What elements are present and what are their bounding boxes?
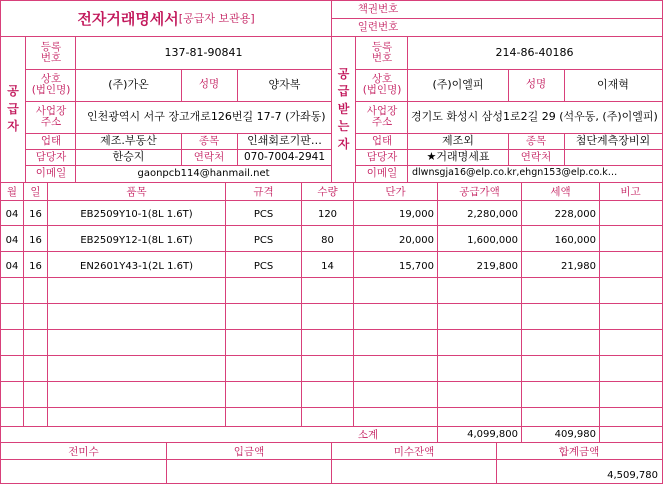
grid-line — [407, 36, 408, 182]
unpaid-label: 미수잔액 — [393, 445, 435, 458]
buyer-biz-type: 제조외 — [442, 134, 474, 148]
grid-line — [237, 133, 238, 165]
row-0-day: 16 — [29, 208, 42, 220]
row-0-tax: 228,000 — [554, 208, 596, 220]
grid-line — [0, 381, 663, 382]
buyer-rep: 이재혁 — [597, 77, 629, 91]
row-2-month: 04 — [5, 260, 19, 272]
grid-line — [25, 133, 331, 134]
row-2-supply: 219,800 — [476, 260, 518, 272]
supplier-phone: 070-7004-2941 — [243, 151, 326, 164]
buyer-side-char: 급 — [337, 84, 350, 99]
total-value: 4,509,780 — [607, 470, 658, 481]
supplier-side-label — [1, 37, 25, 182]
grid-line — [237, 69, 238, 101]
grid-line — [25, 101, 331, 102]
row-1-spec: PCS — [253, 234, 274, 246]
grid-line — [0, 355, 663, 356]
grid-line — [0, 36, 663, 37]
buyer-addr: 경기도 화성시 삼성1로2길 29 (석우동, (주)이엘피) — [411, 109, 658, 123]
grid-line — [437, 426, 438, 442]
row-0-note — [600, 201, 661, 227]
col-header-day: 일 — [30, 186, 41, 198]
buyer-phone-label: 연락처 — [508, 150, 564, 165]
grid-line — [355, 165, 662, 166]
supplier-rep: 양자복 — [268, 77, 301, 91]
grid-line — [437, 182, 438, 426]
col-header-month: 월 — [6, 186, 18, 198]
buyer-name: (주)이엘피 — [432, 77, 484, 91]
grid-line — [599, 426, 600, 442]
row-1-month: 04 — [5, 234, 19, 246]
grid-line — [181, 133, 182, 165]
row-2-tax: 21,980 — [561, 260, 596, 272]
col-header-qty: 수량 — [317, 186, 338, 198]
paid-label: 입금액 — [233, 445, 265, 458]
grid-line — [521, 426, 522, 442]
buyer-biz-item: 첨단계측장비외 — [575, 134, 651, 148]
grid-line — [508, 133, 509, 165]
grid-line — [355, 36, 356, 182]
grid-line — [355, 101, 662, 102]
grid-line — [25, 149, 331, 150]
row-1-supply: 1,600,000 — [467, 234, 518, 246]
buyer-biz-item-label: 종목 — [508, 134, 564, 149]
supplier-phone-label: 연락처 — [181, 150, 237, 165]
supplier-addr: 인천광역시 서구 장고개로126번길 17-7 (가좌동) — [87, 109, 326, 123]
row-2-item: EN2601Y43-1(2L 1.6T) — [80, 260, 193, 272]
paid-value — [167, 460, 331, 482]
grid-line — [0, 407, 663, 408]
grid-line — [23, 182, 24, 426]
grid-line — [0, 225, 663, 226]
grid-line — [47, 182, 48, 426]
buyer-addr-label: 사업장 주소 — [357, 102, 407, 132]
row-1-day: 16 — [29, 234, 42, 246]
book-no-label: 책권번호 — [332, 1, 424, 18]
row-0-month: 04 — [5, 208, 19, 220]
row-0-price: 19,000 — [399, 208, 434, 220]
row-0-item: EB2509Y10-1(8L 1.6T) — [80, 208, 193, 220]
supplier-biz-item-label: 종목 — [181, 134, 237, 149]
row-0-spec: PCS — [253, 208, 274, 220]
document-title — [1, 1, 331, 35]
supplier-contact: 한승지 — [112, 150, 145, 164]
buyer-side-char: 자 — [337, 136, 350, 151]
supplier-side-char: 자 — [7, 119, 19, 134]
grid-line — [331, 442, 332, 484]
grid-line — [0, 329, 663, 330]
serial-label: 일련번호 — [332, 19, 424, 36]
supplier-biz-type: 제조.부동산 — [100, 134, 157, 148]
grid-line — [564, 133, 565, 165]
grid-line — [0, 251, 663, 252]
supplier-contact-label: 담당자 — [27, 150, 75, 165]
serial-value — [425, 19, 661, 36]
row-0-qty: 120 — [317, 208, 338, 220]
row-2-note — [600, 253, 661, 279]
supplier-rep-label: 성명 — [181, 70, 237, 100]
grid-line — [301, 182, 302, 426]
grid-line — [25, 69, 331, 70]
prev-balance-label: 전미수 — [68, 445, 99, 458]
buyer-reg-no-label: 등록 번호 — [357, 38, 407, 68]
grid-line — [0, 200, 663, 201]
supplier-side-char: 급 — [7, 101, 19, 116]
buyer-reg-no: 214-86-40186 — [495, 45, 574, 59]
row-2-day: 16 — [29, 260, 42, 272]
grid-line — [521, 182, 522, 426]
grid-line — [225, 182, 226, 426]
buyer-side-label — [332, 37, 355, 182]
grid-line — [166, 442, 167, 484]
supplier-reg-no: 137-81-90841 — [164, 45, 243, 59]
col-header-supply: 공급가액 — [459, 186, 500, 198]
buyer-rep-label: 성명 — [508, 70, 564, 100]
supplier-reg-no-label: 등록 번호 — [27, 38, 75, 68]
row-2-price: 15,700 — [399, 260, 434, 272]
supplier-name: (주)가온 — [108, 77, 149, 91]
grid-line — [181, 69, 182, 101]
grid-line — [331, 18, 662, 19]
buyer-email: dlwnsgja16@elp.co.kr,ehgn153@elp.co.k… — [412, 167, 618, 179]
grid-line — [25, 36, 26, 182]
total-label: 합계금액 — [558, 445, 600, 458]
row-1-note — [600, 227, 661, 253]
col-header-spec: 규격 — [253, 186, 274, 198]
grid-line — [0, 303, 663, 304]
supplier-name-label: 상호 (법인명) — [27, 70, 75, 100]
row-2-spec: PCS — [253, 260, 274, 272]
title-sub: [공급자 보관용] — [178, 12, 255, 25]
grid-line — [496, 442, 497, 484]
title-main: 전자거래명세서 — [77, 9, 179, 28]
supplier-biz-type-label: 업태 — [27, 134, 75, 149]
supplier-email-label: 이메일 — [27, 166, 75, 181]
grid-line — [508, 69, 509, 101]
col-header-item: 품목 — [126, 186, 147, 198]
grid-line — [353, 182, 354, 426]
row-1-qty: 80 — [321, 234, 334, 246]
col-header-note: 비고 — [620, 186, 641, 198]
row-0-supply: 2,280,000 — [467, 208, 518, 220]
buyer-name-label: 상호 (법인명) — [357, 70, 407, 100]
supplier-biz-item: 인쇄회로기판… — [247, 134, 322, 148]
supplier-side-char: 공 — [7, 84, 19, 99]
grid-line — [0, 426, 663, 427]
border-left — [0, 0, 1, 484]
buyer-contact: ★거래명세표 — [426, 150, 490, 164]
buyer-side-char: 는 — [337, 119, 350, 134]
book-no-value — [425, 1, 661, 18]
unpaid-value — [332, 460, 496, 482]
row-1-price: 20,000 — [399, 234, 434, 246]
buyer-phone — [565, 150, 661, 165]
grid-line — [75, 36, 76, 182]
row-1-item: EB2509Y12-1(8L 1.6T) — [80, 234, 193, 246]
grid-line — [564, 69, 565, 101]
buyer-side-char: 받 — [337, 101, 350, 116]
prev-balance-value — [1, 460, 166, 482]
row-1-tax: 160,000 — [554, 234, 596, 246]
buyer-side-char: 공 — [337, 67, 350, 82]
grid-line — [25, 165, 331, 166]
subtotal-label: 소계 — [357, 429, 379, 441]
supplier-email: gaonpcb114@hanmail.net — [137, 167, 270, 179]
grid-line — [331, 0, 332, 182]
grid-line — [599, 182, 600, 426]
col-header-tax: 세액 — [550, 186, 571, 198]
subtotal-supply: 4,099,800 — [467, 429, 518, 440]
buyer-biz-type-label: 업태 — [357, 134, 407, 149]
row-2-qty: 14 — [321, 260, 334, 272]
subtotal-tax: 409,980 — [554, 429, 596, 440]
col-header-price: 단가 — [385, 186, 406, 198]
buyer-contact-label: 담당자 — [357, 150, 407, 165]
supplier-addr-label: 사업장 주소 — [27, 102, 75, 132]
grid-line — [0, 459, 663, 460]
grid-line — [0, 277, 663, 278]
grid-line — [0, 182, 663, 183]
buyer-email-label: 이메일 — [357, 166, 407, 181]
